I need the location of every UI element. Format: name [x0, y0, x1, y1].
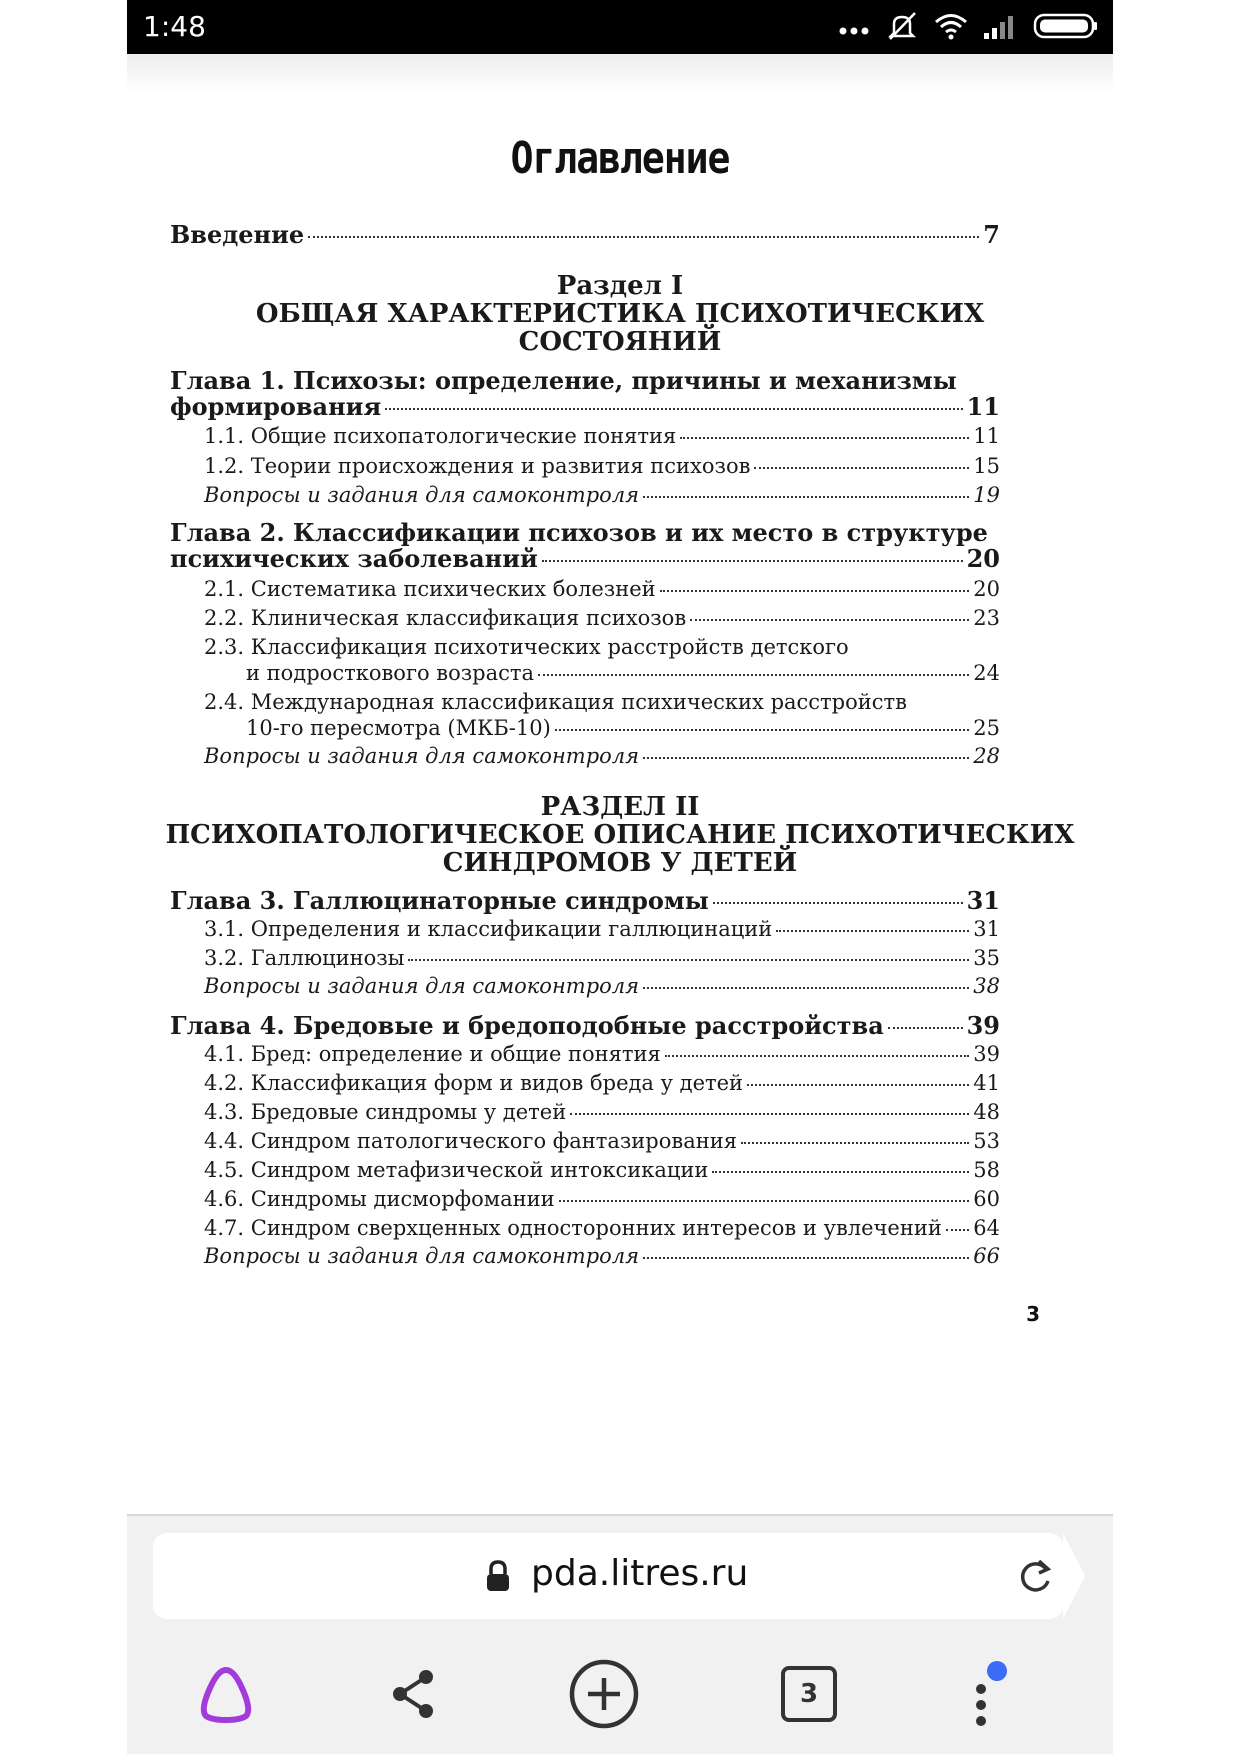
silent-icon	[885, 9, 919, 43]
toc-page: 31	[973, 917, 1000, 941]
toc-entry-text: 4.6. Синдромы дисморфомании	[204, 1187, 555, 1211]
tabs-icon	[781, 1666, 837, 1722]
toc-leader	[680, 437, 969, 439]
toc-leader	[570, 1113, 969, 1115]
toc-entry-text: 2.4. Международная классификация психических расстройств	[204, 690, 907, 714]
chapter-heading: Глава 2. Классификации психозов и их место в структуре	[170, 518, 988, 547]
address-bar-tip	[1063, 1533, 1085, 1619]
toc-entry-questions	[204, 744, 1000, 768]
share-button[interactable]	[363, 1644, 463, 1744]
toc-page: 23	[973, 606, 1000, 630]
document-page[interactable]	[127, 94, 1113, 1514]
toc-entry-text: 4.1. Бред: определение и общие понятия	[204, 1042, 661, 1066]
section-heading-1	[127, 272, 1113, 356]
toc-entry-text: Вопросы и задания для самоконтроля	[204, 483, 640, 507]
address-bar[interactable]	[153, 1533, 1063, 1619]
toc-entry-chapter-1	[170, 392, 1000, 421]
section-title-line: СИНДРОМОВ У ДЕТЕЙ	[442, 848, 798, 878]
toc-page: 11	[966, 392, 1000, 421]
toc-entry-text: 2.2. Клиническая классификация психозов	[204, 606, 687, 630]
toc-entry	[204, 1100, 1000, 1124]
tab-count: 3	[799, 1679, 819, 1709]
section-label: Раздел I	[556, 271, 684, 301]
toc-leader	[408, 959, 969, 961]
toc-page: 58	[973, 1158, 1000, 1182]
toc-entry	[204, 454, 1000, 478]
url-text[interactable]: pda.litres.ru	[531, 1553, 749, 1594]
toc-leader	[643, 757, 969, 759]
toc-entry-text: 4.7. Синдром сверхценных односторонних интересов и увлечений	[204, 1216, 942, 1240]
toc-entry-questions	[204, 483, 1000, 507]
toc-entry-text: Глава 4. Бредовые и бредоподобные расстройства	[170, 1011, 884, 1040]
toc-leader	[555, 729, 969, 731]
status-time: 1:48	[143, 10, 206, 43]
toc-page: 35	[973, 946, 1000, 970]
wifi-icon	[933, 10, 969, 42]
toc-page: 64	[973, 1216, 1000, 1240]
toc-page: 48	[973, 1100, 1000, 1124]
toc-entry-text: 4.3. Бредовые синдромы у детей	[204, 1100, 567, 1124]
section-label: РАЗДЕЛ II	[540, 792, 700, 822]
toc-entry-questions	[204, 1244, 1000, 1268]
toc-page: 53	[973, 1129, 1000, 1153]
toc-entry-text: 1.2. Теории происхождения и развития психозов	[204, 454, 751, 478]
toc-entry	[204, 917, 1000, 941]
section-title-line: ОБЩАЯ ХАРАКТЕРИСТИКА ПСИХОТИЧЕСКИХ	[255, 299, 985, 329]
toc-page: 15	[973, 454, 1000, 478]
toc-entry	[246, 661, 1000, 685]
toc-entry-text: 2.1. Систематика психических болезней	[204, 577, 656, 601]
toc-entry	[204, 1187, 1000, 1211]
toc-entry-intro	[170, 220, 1000, 249]
toc-leader	[385, 408, 962, 410]
toc-page: 31	[966, 886, 1000, 915]
toc-entry-chapter-2	[170, 544, 1000, 573]
section-title-line: СОСТОЯНИЙ	[518, 327, 722, 357]
toc-entry-text: Глава 3. Галлюцинаторные синдромы	[170, 886, 709, 915]
toc-entry-text: Вопросы и задания для самоконтроля	[204, 1244, 640, 1268]
toc-entry-text: Вопросы и задания для самоконтроля	[204, 974, 640, 998]
toc-page: 11	[973, 424, 1000, 448]
signal-icon	[983, 11, 1019, 41]
toc-leader	[538, 674, 969, 676]
menu-button[interactable]	[937, 1644, 1037, 1744]
toc-entry	[204, 1071, 1000, 1095]
toc-leader	[665, 1055, 969, 1057]
toc-entry	[204, 1158, 1000, 1182]
toc-leader	[660, 590, 970, 592]
toc-entry-chapter-3	[170, 886, 1000, 915]
page-edge-shadow	[127, 54, 1113, 94]
toc-entry-chapter-4	[170, 1011, 1000, 1040]
toc-entry	[204, 946, 1000, 970]
toc-leader	[690, 619, 969, 621]
section-title-line: ПСИХОПАТОЛОГИЧЕСКОЕ ОПИСАНИЕ ПСИХОТИЧЕСКИХ	[165, 820, 1075, 850]
toc-entry-text: формирования	[170, 392, 382, 421]
toc-leader	[542, 560, 963, 562]
toc-entry-text: 4.2. Классификация форм и видов бреда у детей	[204, 1071, 744, 1095]
alice-icon	[192, 1662, 260, 1726]
battery-icon	[1033, 11, 1099, 41]
toc-page: 25	[973, 716, 1000, 740]
toc-leader	[713, 902, 963, 904]
toc-entry	[204, 1129, 1000, 1153]
toc-page: 20	[966, 544, 1000, 573]
new-tab-icon	[568, 1658, 640, 1730]
toc-entry-text: Вопросы и задания для самоконтроля	[204, 744, 640, 768]
toc-entry	[204, 424, 1000, 448]
toc-leader	[643, 496, 969, 498]
toc-page: 19	[973, 483, 1000, 507]
toc-entry	[204, 577, 1000, 601]
toc-entry-text: 3.1. Определения и классификации галлюцинаций	[204, 917, 773, 941]
toc-entry-text: психических заболеваний	[170, 544, 538, 573]
toc-entry	[204, 606, 1000, 630]
alice-button[interactable]	[176, 1644, 276, 1744]
menu-icon	[967, 1659, 1007, 1729]
chapter-heading: Глава 1. Психозы: определение, причины и механизмы	[170, 366, 957, 395]
toc-entry-text: 3.2. Галлюцинозы	[204, 946, 405, 970]
toc-page: 20	[973, 577, 1000, 601]
toc-entry-text: 10-го пересмотра (МКБ-10)	[246, 716, 551, 740]
share-icon	[388, 1667, 438, 1721]
toc-leader	[712, 1171, 969, 1173]
toc-leader	[776, 930, 969, 932]
toc-entry	[204, 1216, 1000, 1240]
toc-page: 24	[973, 661, 1000, 685]
more-dots-icon	[837, 9, 871, 43]
tabs-button[interactable]	[759, 1644, 859, 1744]
bottom-nav	[127, 1644, 1113, 1744]
status-icons	[837, 9, 1099, 43]
toc-entry-text: Введение	[170, 220, 305, 249]
toc-page: 66	[973, 1244, 1000, 1268]
toc-leader	[308, 236, 979, 238]
toc-leader	[946, 1229, 969, 1231]
reload-icon[interactable]	[1015, 1557, 1055, 1597]
toc-leader	[754, 467, 969, 469]
toc-leader	[643, 987, 969, 989]
toc-entry-text: и подросткового возраста	[246, 661, 535, 685]
toc-entry	[246, 716, 1000, 740]
toc-page: 28	[973, 744, 1000, 768]
browser-toolbar	[127, 1514, 1113, 1754]
status-bar	[127, 0, 1113, 54]
toc-leader	[888, 1027, 963, 1029]
toc-entry-text: 4.5. Синдром метафизической интоксикации	[204, 1158, 709, 1182]
toc-page: 41	[973, 1071, 1000, 1095]
page-number: 3	[1026, 1302, 1040, 1326]
toc-entry-text: 2.3. Классификация психотических расстройств детского	[204, 635, 849, 659]
toc-entry-questions	[204, 974, 1000, 998]
toc-page: 38	[973, 974, 1000, 998]
toc-title: Оглавление	[510, 132, 730, 184]
toc-leader	[747, 1084, 969, 1086]
toc-leader	[741, 1142, 969, 1144]
toc-entry-text: 4.4. Синдром патологического фантазирования	[204, 1129, 737, 1153]
toc-page: 39	[973, 1042, 1000, 1066]
toc-page: 7	[983, 220, 1000, 249]
toc-page: 39	[966, 1011, 1000, 1040]
toc-leader	[559, 1200, 970, 1202]
phone-screen	[127, 0, 1113, 1754]
toc-entry-text: 1.1. Общие психопатологические понятия	[204, 424, 677, 448]
new-tab-button[interactable]	[554, 1644, 654, 1744]
toc-leader	[643, 1257, 969, 1259]
toc-page: 60	[973, 1187, 1000, 1211]
toc-entry	[204, 1042, 1000, 1066]
lock-icon	[483, 1559, 513, 1593]
section-heading-2	[127, 793, 1113, 877]
